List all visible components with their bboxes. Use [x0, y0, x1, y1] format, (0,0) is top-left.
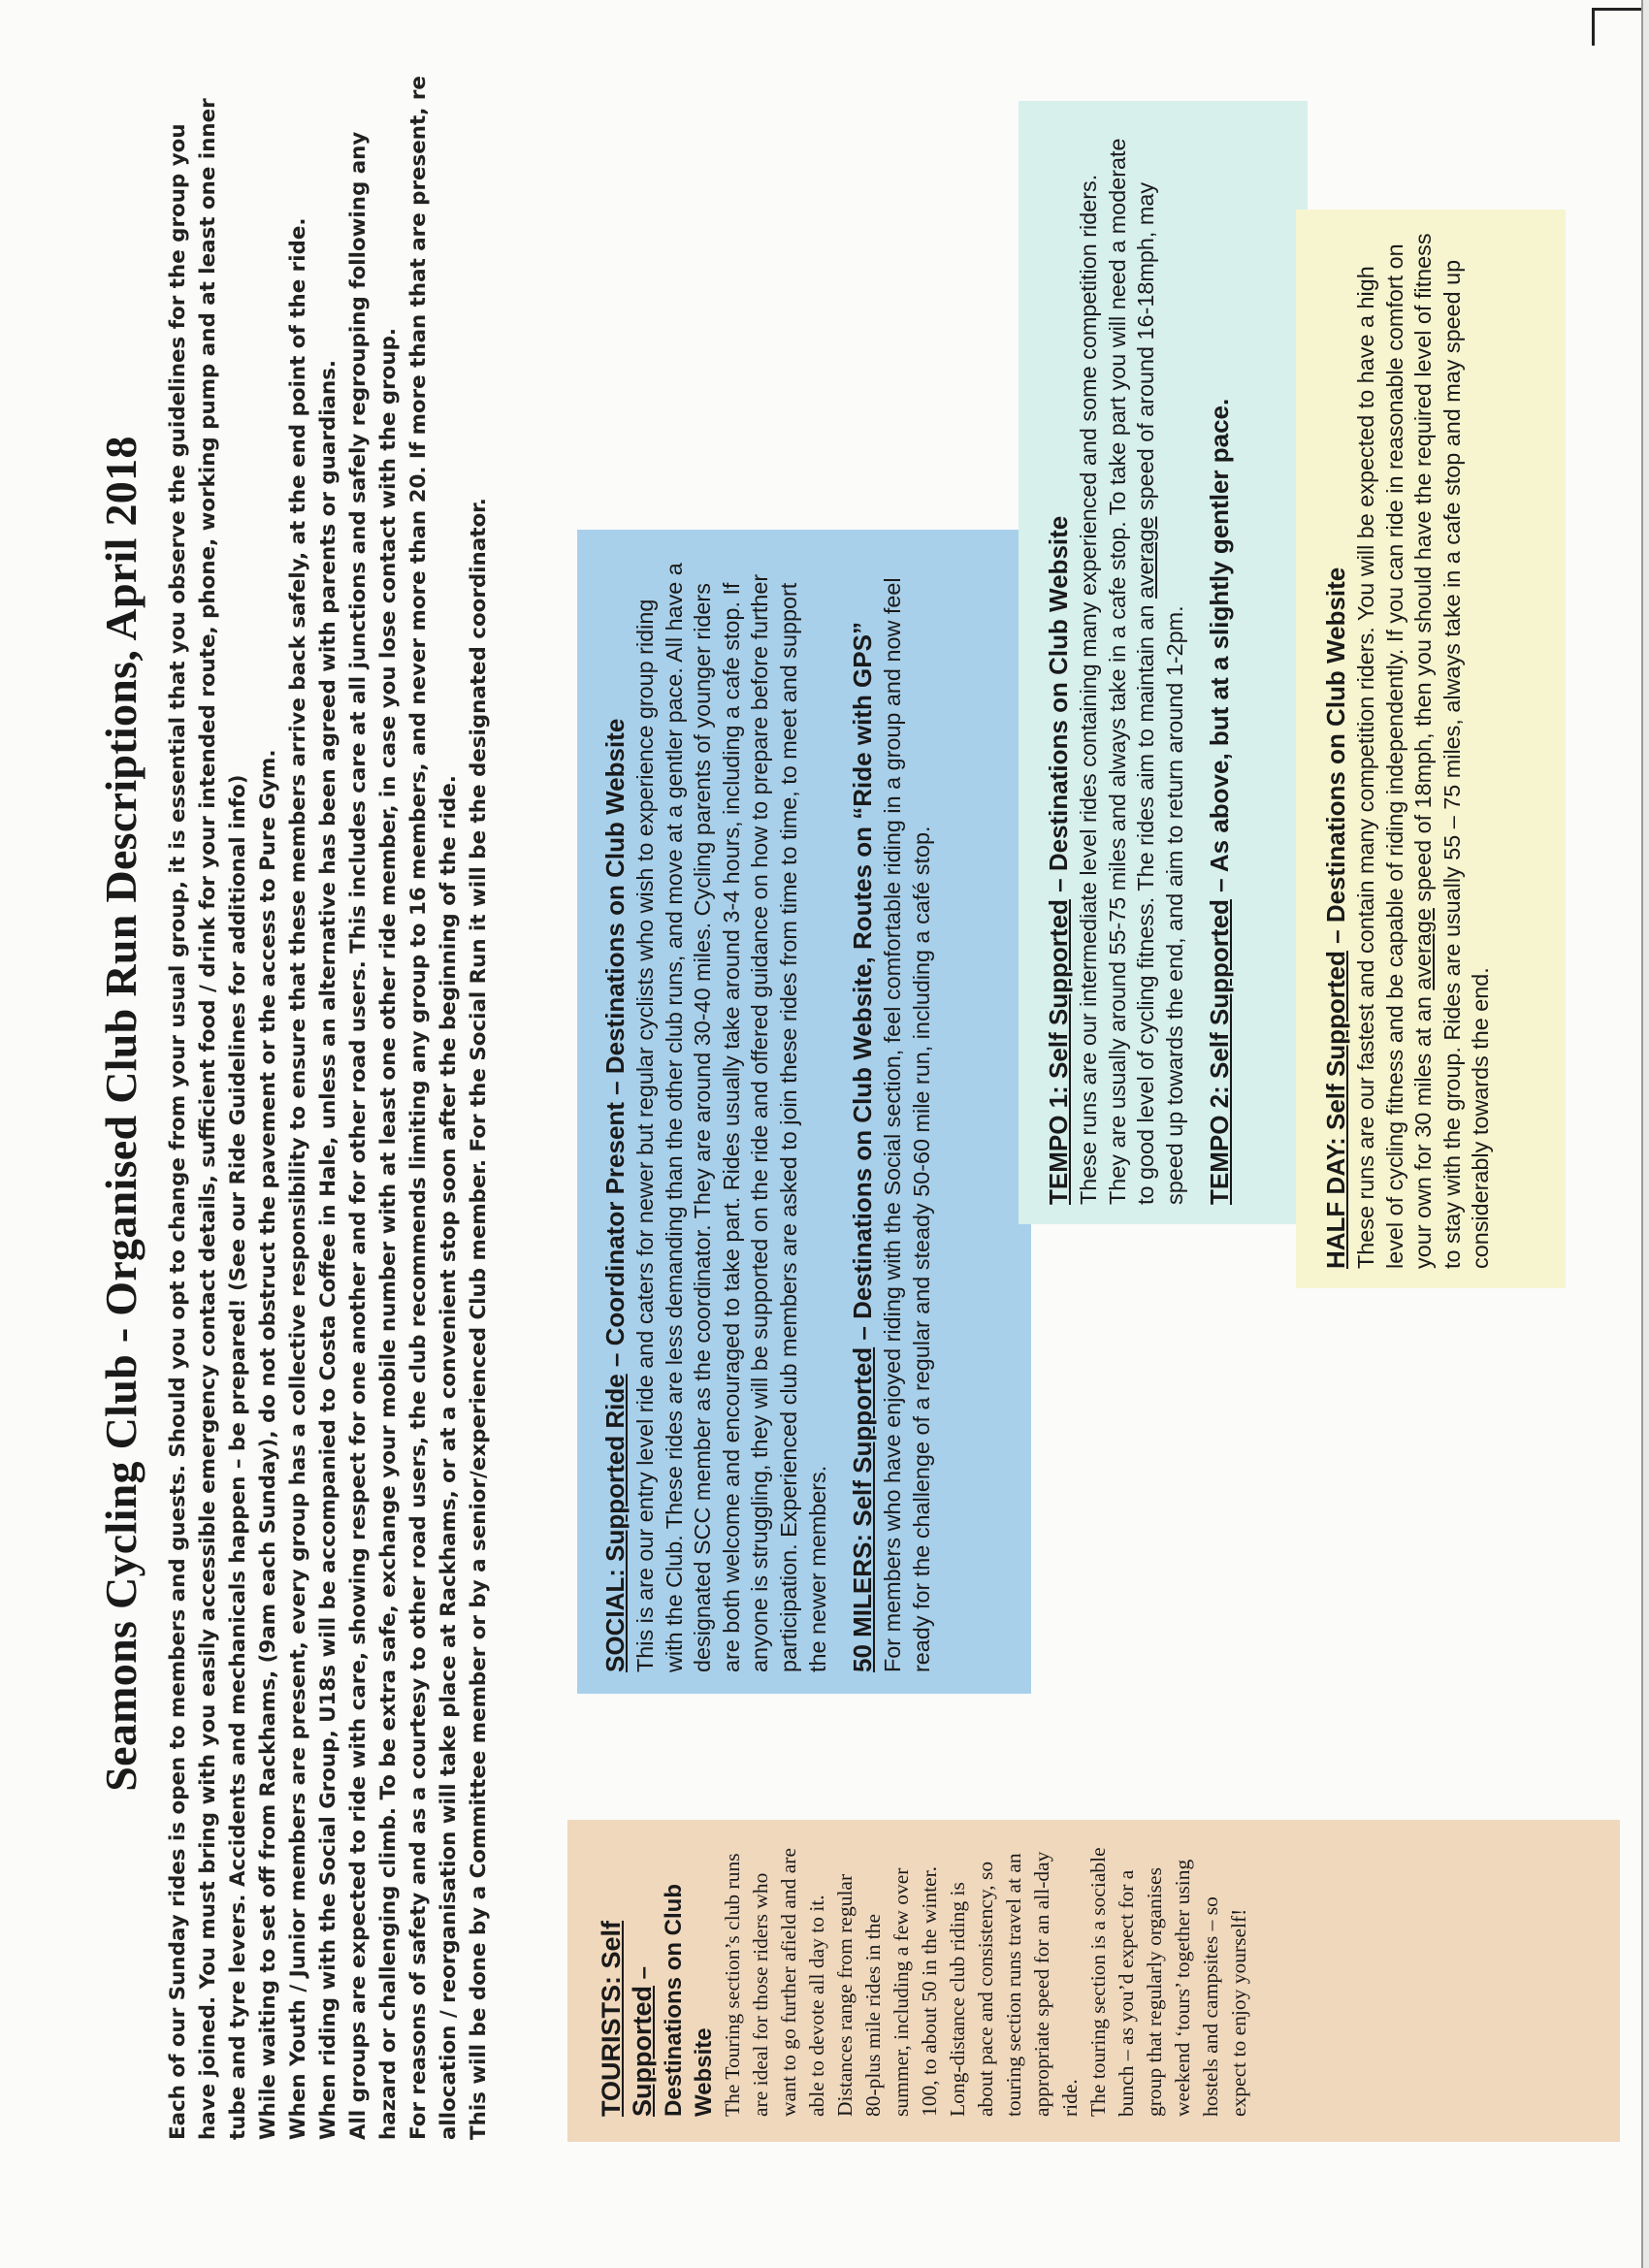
tempo1-body-part: These runs are our intermediate level rides containing many experienced and some competition riders. They are usually around 55-75 miles and always take in a cafe stop. To take part you will need a moderate to good level of cycling fitness. The rides aim to maintain an: [1076, 138, 1159, 1205]
tempo2-heading-subtitle: – As above, but at a slightly gentler pace.: [1205, 398, 1235, 900]
half-day-heading-subtitle: – Destinations on Club Website: [1321, 567, 1350, 952]
intro-paragraph: While waiting to set off from Rackhams, (9am each Sunday), do not obstruct the pavement or the access to Pure Gym.: [256, 749, 280, 2140]
tempo1-heading-subtitle: – Destinations on Club Website: [1044, 515, 1073, 900]
tourists-paragraph: Long-distance club riding is about pace and consistency, so touring section runs travel at an appropriate speed for an all-day ride.: [946, 1851, 1082, 2117]
half-day-heading: [1319, 231, 1352, 1269]
tempo1-body: [1075, 122, 1189, 1205]
tourists-paragraph: Distances range from regular 80-plus mile rides in the summer, including a few over 100, to about 50 in the winter.: [833, 1866, 941, 2117]
intro-paragraph: All groups are expected to ride with care, showing respect for one another and for other road users. This includes care at all junctions and safely regrouping following any hazard or challenging climb. To be extra safe, exchange your mobile number with at least one other ride member, in case you lose contact with the group.: [346, 131, 401, 2140]
intro-paragraph: When riding with the Social Group, U18s will be accompanied to Costa Coffee in Hale, unless an alternative has been agreed with parents or guardians.: [316, 359, 340, 2140]
fifty-milers-heading: [846, 557, 879, 1672]
half-day-body-part: speed of 18mph, then you should have the required level of fitness to stay with the group. Rides are usually 55 – 75 miles, always take in a cafe stop and may speed up considerably towards the end.: [1410, 233, 1494, 1269]
tourists-paragraph: The touring section is a sociable bunch – as you’d expect for a group that regularly organises weekend ‘tours’ together using hostels and campsites – so expect to enjoy yourself!: [1086, 1847, 1250, 2117]
half-day-heading-title: HALF DAY: Self Supported: [1321, 951, 1350, 1269]
tempo1-body-emphasis: average: [1133, 516, 1159, 599]
intro-paragraph: When Youth / Junior members are present, every group has a collective responsibility to ensure that these members arrive back safely, at the end point of the ride.: [286, 217, 310, 2140]
half-day-body-emphasis: average: [1410, 908, 1437, 990]
tourists-section: [567, 1820, 1620, 2142]
half-day-body-part: These runs are our fastest and contain many competition riders. You will be expected to have a high level of cycling fitness and be capable of riding independently. If you can ride in reasonable comfort on your own for 30 miles at an: [1353, 243, 1437, 1269]
intro-paragraph: Each of our Sunday rides is open to members and guests. Should you opt to change from your usual group, it is essential that you observe the guidelines for the group you have joined. You must bring with you easily accessible emergency contact details, sufficient food / drink for your intended route, phone, working pump and at least one inner tube and tyre levers. Accidents and mechanicals happen – be prepared! (See our Ride Guidelines for additional info): [166, 98, 250, 2140]
tempo2-heading-title: TEMPO 2: Self Supported: [1205, 899, 1235, 1205]
tourists-heading: [597, 1841, 719, 2117]
social-heading-title: SOCIAL: Supported Ride: [600, 1374, 630, 1672]
social-section: [577, 530, 1031, 1694]
tempo1-heading: [1042, 122, 1075, 1205]
tourists-paragraph: The Touring section’s club runs are ideal for those riders who want to go further afield and are able to devote all day to it.: [721, 1848, 828, 2117]
tempo2-heading: [1203, 122, 1236, 1205]
tempo1-heading-title: TEMPO 1: Self Supported: [1044, 899, 1073, 1205]
half-day-section: [1296, 210, 1566, 1288]
half-day-body: [1352, 231, 1496, 1269]
intro-paragraph: This will be done by a Committee member or by a senior/experienced Club member. For the Social Run it will be the designated coordinator.: [467, 498, 491, 2140]
social-heading-subtitle: – Coordinator Present – Destinations on Club Website: [600, 718, 630, 1375]
page-title: Seamons Cycling Club - Organised Club Run Descriptions, April 2018: [96, 436, 146, 1792]
intro-text: [163, 64, 494, 2140]
tourists-heading-subtitle: – Destinations on Club Website: [630, 1884, 717, 2117]
fifty-milers-heading-subtitle: – Destinations on Club Website, Routes on “Ride with GPS”: [848, 622, 878, 1347]
tempo1-body-part: speed of around 16-18mph, may speed up towards the end, and aim to return around 1-2pm.: [1133, 181, 1187, 1205]
fifty-milers-body: For members who have enjoyed riding with the Social section, feel comfortable riding in a group and now feel ready for the challenge of a regular and steady 50-60 mile run, including a café stop.: [880, 577, 934, 1672]
intro-paragraph: For reasons of safety and as a courtesy to other road users, the club recommends limiting any group to 16 members, and never more than 20. If more than that are present, re allocation / reorganisation will take place at Rackhams, or at a convenient stop soon after the beginning of the ride.: [406, 76, 461, 2140]
social-body: This is are our entry level ride and caters for newer but regular cyclists who wish to experience group riding with the Club. These rides are less demanding than the other club runs, and move at a gentler pace. All have a designated SCC member as the coordinator. They are around 30-40 miles. Cycling parents of younger riders are both welcome and encouraged to take part. Rides usually take around 3-4 hours, including a cafe stop. If anyone is struggling, they will be supported on the ride and offered guidance on how to prepare before further participation. Experienced club members are asked to join these rides from time to time, to meet and support the newer members.: [632, 563, 830, 1672]
tempo-section: [1018, 101, 1308, 1224]
tourists-heading-title: TOURISTS: Self Supported: [597, 1920, 657, 2117]
social-heading: [598, 557, 631, 1672]
fifty-milers-heading-title: 50 MILERS: Self Supported: [848, 1346, 878, 1672]
